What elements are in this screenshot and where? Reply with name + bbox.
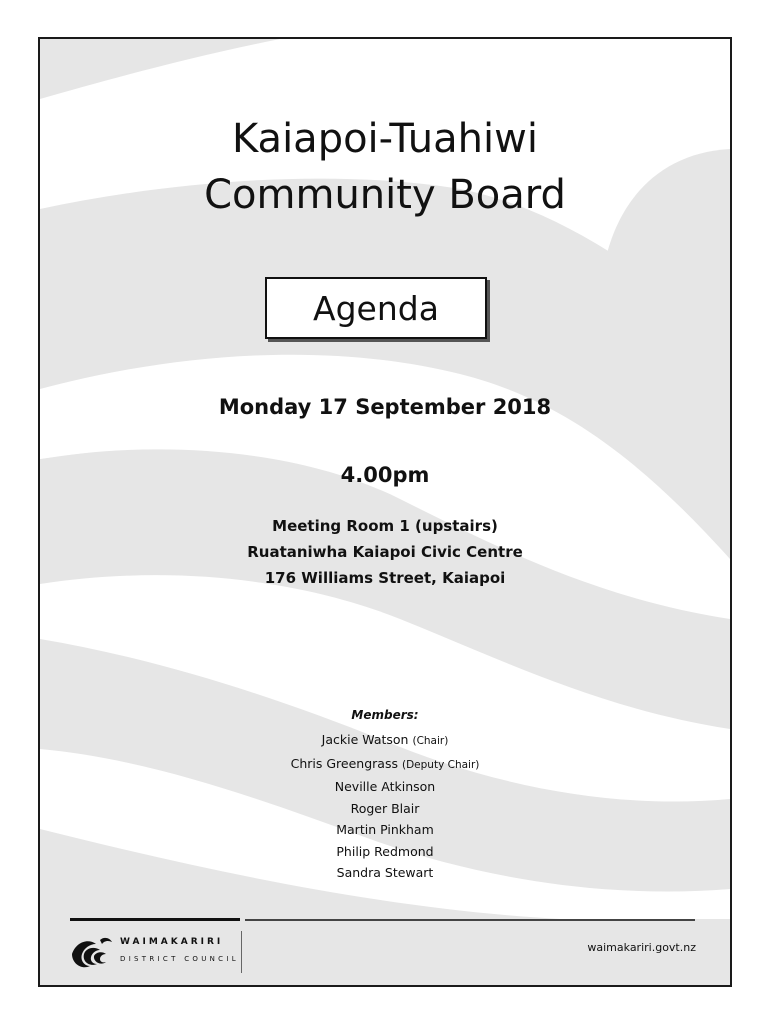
title-line-2: Community Board	[204, 172, 566, 218]
member-name: Sandra Stewart	[336, 865, 434, 880]
member-name: Roger Blair	[350, 800, 420, 816]
member-name: Jackie Watson	[321, 732, 409, 747]
member-name: Martin Pinkham	[336, 822, 434, 837]
logo-subtitle: DISTRICT COUNCIL	[120, 955, 239, 963]
member-item	[40, 753, 730, 777]
agenda-cover-page	[38, 37, 732, 987]
member-role: (Chair)	[412, 735, 449, 747]
logo-name: WAIMAKARIRI	[120, 937, 224, 947]
meeting-time: 4.00pm	[340, 463, 430, 487]
footer-divider	[241, 931, 242, 973]
venue-address: 176 Williams Street, Kaiapoi	[264, 569, 506, 587]
members-list	[40, 729, 730, 884]
member-name: Chris Greengrass	[290, 755, 398, 771]
member-item	[40, 819, 730, 841]
venue-building: Ruataniwha Kaiapoi Civic Centre	[247, 543, 523, 561]
member-item	[40, 862, 730, 884]
meeting-date: Monday 17 September 2018	[218, 395, 552, 419]
member-name: Neville Atkinson	[334, 779, 436, 794]
member-role: (Deputy Chair)	[401, 758, 480, 771]
member-item	[40, 841, 730, 863]
members-heading: Members:	[351, 708, 419, 722]
waimakariri-logo-icon	[70, 932, 114, 972]
venue-room: Meeting Room 1 (upstairs)	[272, 517, 498, 535]
website-link[interactable]: waimakariri.govt.nz	[587, 941, 696, 954]
agenda-label: Agenda	[313, 288, 439, 328]
member-item	[40, 729, 730, 753]
footer-rule-right	[245, 919, 695, 921]
title-line-1: Kaiapoi-Tuahiwi	[232, 116, 538, 162]
member-item	[40, 798, 730, 820]
meeting-venue	[40, 513, 730, 591]
member-name: Philip Redmond	[336, 843, 434, 859]
footer-rule-left	[70, 918, 240, 921]
agenda-label-box	[265, 277, 487, 339]
member-item	[40, 776, 730, 798]
